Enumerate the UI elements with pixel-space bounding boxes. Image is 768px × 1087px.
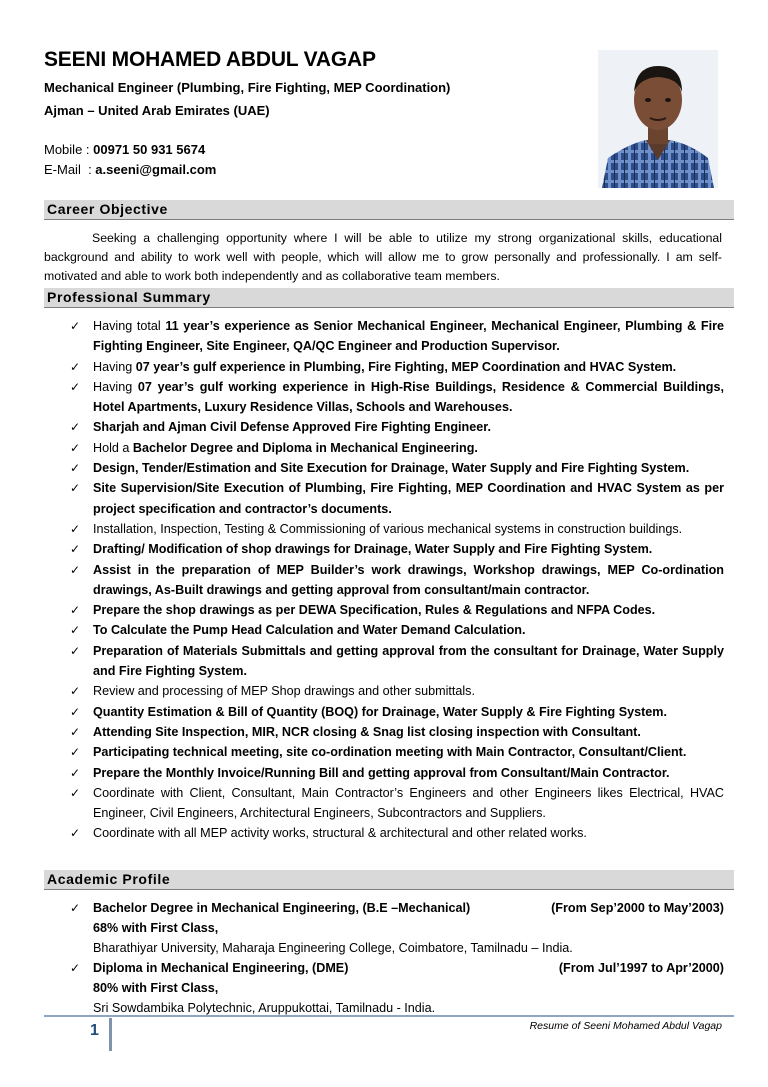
summary-bold-text: To Calculate the Pump Head Calculation and Water Demand Calculation.: [93, 623, 526, 638]
summary-bold-text: Attending Site Inspection, MIR, NCR closing & Snag list closing inspection with Consultant.: [93, 724, 641, 739]
career-objective-text: [44, 229, 722, 286]
summary-item: [68, 620, 724, 640]
section-title: Career Objective: [47, 201, 168, 217]
summary-bold-text: Prepare the shop drawings as per DEWA Specification, Rules & Regulations and NFPA Codes.: [93, 603, 656, 618]
summary-item: [68, 560, 724, 601]
section-professional-summary: [44, 288, 734, 308]
footer-divider: [44, 1015, 734, 1017]
summary-text: Coordinate with all MEP activity works, structural & architectural and other related works.: [93, 826, 587, 841]
checkmark-icon: ✓: [70, 785, 81, 800]
mobile-line: Mobile : 00971 50 931 5674: [44, 142, 206, 157]
summary-item: [68, 316, 724, 357]
degree-period: (From Sep’2000 to May’2003): [551, 901, 724, 915]
summary-bold-text: Prepare the Monthly Invoice/Running Bill and getting approval from Consultant/Main Contractor.: [93, 765, 670, 780]
summary-bold-text: 07 year’s gulf experience in Plumbing, Fire Fighting, MEP Coordination and HVAC System.: [135, 359, 677, 374]
summary-bold-text: Assist in the preparation of MEP Builder’s work drawings, Workshop drawings, MEP Co-ordination drawings, As-Built drawings and getting approval from consultant/main contractor.: [93, 562, 724, 597]
academic-entry: [68, 898, 724, 958]
summary-bold-text: Drafting/ Modification of shop drawings for Drainage, Water Supply and Fire Fighting System.: [93, 542, 653, 557]
summary-bold-text: 07 year’s gulf working experience in High-Rise Buildings, Residence & Commercial Buildings, Hotel Apartments, Luxury Residence Villas, Schools and Warehouses.: [93, 379, 725, 415]
footer-vertical-bar: [109, 1018, 112, 1051]
checkmark-icon: ✓: [70, 684, 81, 699]
mobile-number: 00971 50 931 5674: [93, 142, 206, 157]
summary-item: [68, 458, 724, 478]
checkmark-icon: ✓: [70, 643, 81, 658]
summary-text: Coordinate with Client, Consultant, Main Contractor’s Engineers and other Engineers likes Electrical, HVAC Engineer, Civil Engineers, Architectural Engineers, Subcontractors and Suppliers.: [93, 785, 724, 821]
checkmark-icon: ✓: [70, 359, 81, 374]
mobile-label: Mobile: [44, 142, 83, 157]
checkmark-icon: ✓: [70, 562, 81, 577]
degree-grade: 68% with First Class,: [93, 921, 219, 935]
summary-text: Review and processing of MEP Shop drawings and other submittals.: [93, 684, 475, 699]
summary-item: [68, 539, 724, 559]
summary-item: [68, 742, 724, 762]
summary-bold-text: Preparation of Materials Submittals and getting approval from the consultant for Drainage, Water Supply and Fire Fighting System.: [93, 643, 724, 679]
summary-text: Having: [93, 359, 136, 374]
academic-entry: [68, 958, 724, 1018]
summary-item: [68, 478, 724, 519]
email-label: E-Mail: [44, 162, 81, 177]
section-academic-profile: [44, 870, 734, 890]
summary-item: [68, 763, 724, 783]
checkmark-icon: ✓: [70, 724, 81, 739]
objective-body: Seeking a challenging opportunity where I will be able to utilize my strong organizational skills, educational background and ability to work well with people, which will allow me to grow personally and professionally. I am self-motivated and able to work both independently and as collaborative team members.: [44, 231, 722, 283]
checkmark-icon: ✓: [70, 481, 81, 496]
summary-bold-text: Design, Tender/Estimation and Site Execution for Drainage, Water Supply and Fire Fighting System.: [93, 461, 690, 476]
summary-text: Having total: [93, 319, 166, 333]
summary-bold-text: Sharjah and Ajman Civil Defense Approved Fire Fighting Engineer.: [93, 420, 491, 435]
degree-period: (From Jul’1997 to Apr’2000): [558, 961, 724, 975]
academic-list: [68, 898, 724, 1018]
summary-item: [68, 641, 724, 682]
candidate-location: Ajman – United Arab Emirates (UAE): [44, 103, 270, 118]
summary-list: [68, 316, 724, 844]
degree-grade: 80% with First Class,: [93, 981, 219, 995]
candidate-name: SEENI MOHAMED ABDUL VAGAP: [44, 48, 376, 71]
degree-institution: Sri Sowdambika Polytechnic, Aruppukottai, Tamilnadu - India.: [93, 1001, 436, 1015]
checkmark-icon: ✓: [70, 765, 81, 780]
checkmark-icon: ✓: [70, 603, 81, 618]
checkmark-icon: ✓: [70, 901, 81, 915]
summary-item: [68, 681, 724, 701]
section-title: Professional Summary: [47, 289, 211, 305]
degree-institution: Bharathiyar University, Maharaja Engineering College, Coimbatore, Tamilnadu – India.: [93, 941, 573, 955]
candidate-role: Mechanical Engineer (Plumbing, Fire Fighting, MEP Coordination): [44, 80, 451, 95]
footer-note: Resume of Seeni Mohamed Abdul Vagap: [529, 1020, 722, 1032]
summary-item: [68, 783, 724, 824]
email-line: E-Mail : a.seeni@gmail.com: [44, 162, 217, 177]
section-title: Academic Profile: [47, 871, 171, 887]
checkmark-icon: ✓: [70, 521, 81, 536]
summary-item: [68, 357, 724, 377]
degree-title: Bachelor Degree in Mechanical Engineering, (B.E –Mechanical): [93, 901, 471, 915]
summary-item: [68, 823, 724, 843]
summary-item: [68, 417, 724, 437]
summary-item: [68, 438, 724, 458]
profile-photo: [598, 50, 718, 188]
checkmark-icon: ✓: [70, 379, 81, 394]
checkmark-icon: ✓: [70, 961, 81, 975]
checkmark-icon: ✓: [70, 461, 81, 476]
summary-text: Installation, Inspection, Testing & Commissioning of various mechanical systems in construction buildings.: [93, 521, 683, 536]
summary-bold-text: Site Supervision/Site Execution of Plumbing, Fire Fighting, MEP Coordination and HVAC System as per project specification and contractor’s documents.: [93, 481, 724, 516]
checkmark-icon: ✓: [70, 440, 81, 455]
summary-bold-text: 11 year’s experience as Senior Mechanical Engineer, Mechanical Engineer, Plumbing & Fire Fighting Engineer, Site Engineer, QA/QC Engineer and Production Supervisor.: [93, 319, 724, 354]
checkmark-icon: ✓: [70, 319, 81, 333]
checkmark-icon: ✓: [70, 420, 81, 435]
summary-bold-text: Bachelor Degree and Diploma in Mechanical Engineering.: [132, 440, 478, 455]
checkmark-icon: ✓: [70, 704, 81, 719]
checkmark-icon: ✓: [70, 826, 81, 841]
summary-item: [68, 519, 724, 539]
checkmark-icon: ✓: [70, 623, 81, 638]
summary-item: [68, 377, 724, 418]
section-career-objective: [44, 200, 734, 220]
summary-text: Hold a: [93, 440, 133, 455]
summary-item: [68, 722, 724, 742]
summary-bold-text: Quantity Estimation & Bill of Quantity (BOQ) for Drainage, Water Supply & Fire Fighting System.: [93, 704, 667, 719]
summary-bold-text: Participating technical meeting, site co-ordination meeting with Main Contractor, Consultant/Client.: [93, 745, 687, 760]
degree-title: Diploma in Mechanical Engineering, (DME): [93, 961, 349, 975]
checkmark-icon: ✓: [70, 542, 81, 557]
page-number: 1: [90, 1022, 99, 1039]
summary-item: [68, 702, 724, 722]
email-address: a.seeni@gmail.com: [95, 162, 217, 177]
checkmark-icon: ✓: [70, 745, 81, 760]
summary-item: [68, 600, 724, 620]
summary-text: Having: [93, 379, 138, 394]
